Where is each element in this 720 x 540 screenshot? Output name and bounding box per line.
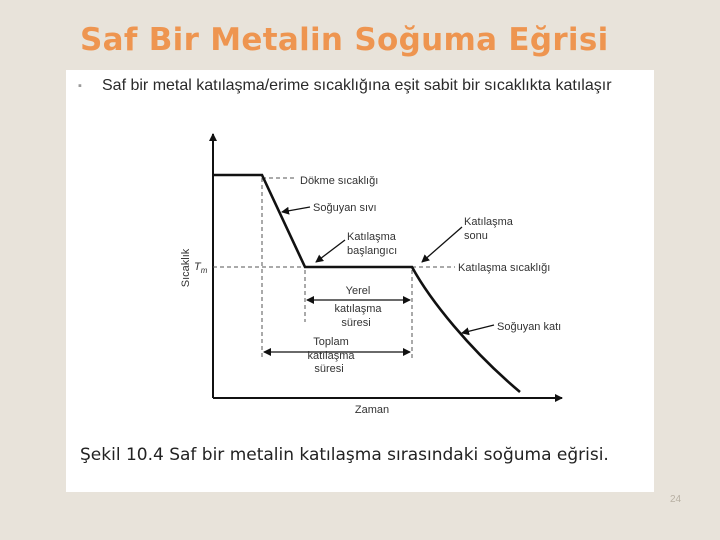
total-label-line3: süresi [314,363,344,375]
freezing-temperature-label: Katılaşma sıcaklığı [458,262,551,274]
cooling-liquid-label: Soğuyan sıvı [313,202,377,214]
y-axis-label: Sıcaklık [180,248,192,288]
start-pointer [316,240,345,262]
slide-title: Saf Bir Metalin Soğuma Eğrisi [80,22,609,58]
start-label-line1: Katılaşma [347,231,396,243]
cooling-solid-label: Soğuyan katı [497,321,562,333]
start-label-line2: başlangıcı [347,245,398,257]
tm-label: $T_m$ [194,261,208,275]
bullet-text: Saf bir metal katılaşma/erime sıcaklığına eşit sabit bir sıcaklıkta katılaşır [102,77,612,94]
pouring-temperature-label: Dökme sıcaklığı [300,175,379,187]
local-label-line1: Yerel [345,285,371,297]
end-label-line2: sonu [464,230,488,242]
cooling-solid-pointer [462,325,494,333]
cooling-liquid-pointer [282,207,310,212]
x-axis-label: Zaman [354,404,390,416]
local-label-line3: süresi [341,317,371,329]
page-number: 24 [670,494,682,505]
total-label-line2: katılaşma [307,350,355,362]
end-pointer [422,227,462,262]
bullet-marker: ▪ [78,80,82,92]
end-label-line1: Katılaşma [464,216,513,228]
local-label-line2: katılaşma [334,303,382,315]
total-label-line1: Toplam [313,336,349,348]
figure-caption: Şekil 10.4 Saf bir metalin katılaşma sırasındaki soğuma eğrisi. [80,445,609,465]
